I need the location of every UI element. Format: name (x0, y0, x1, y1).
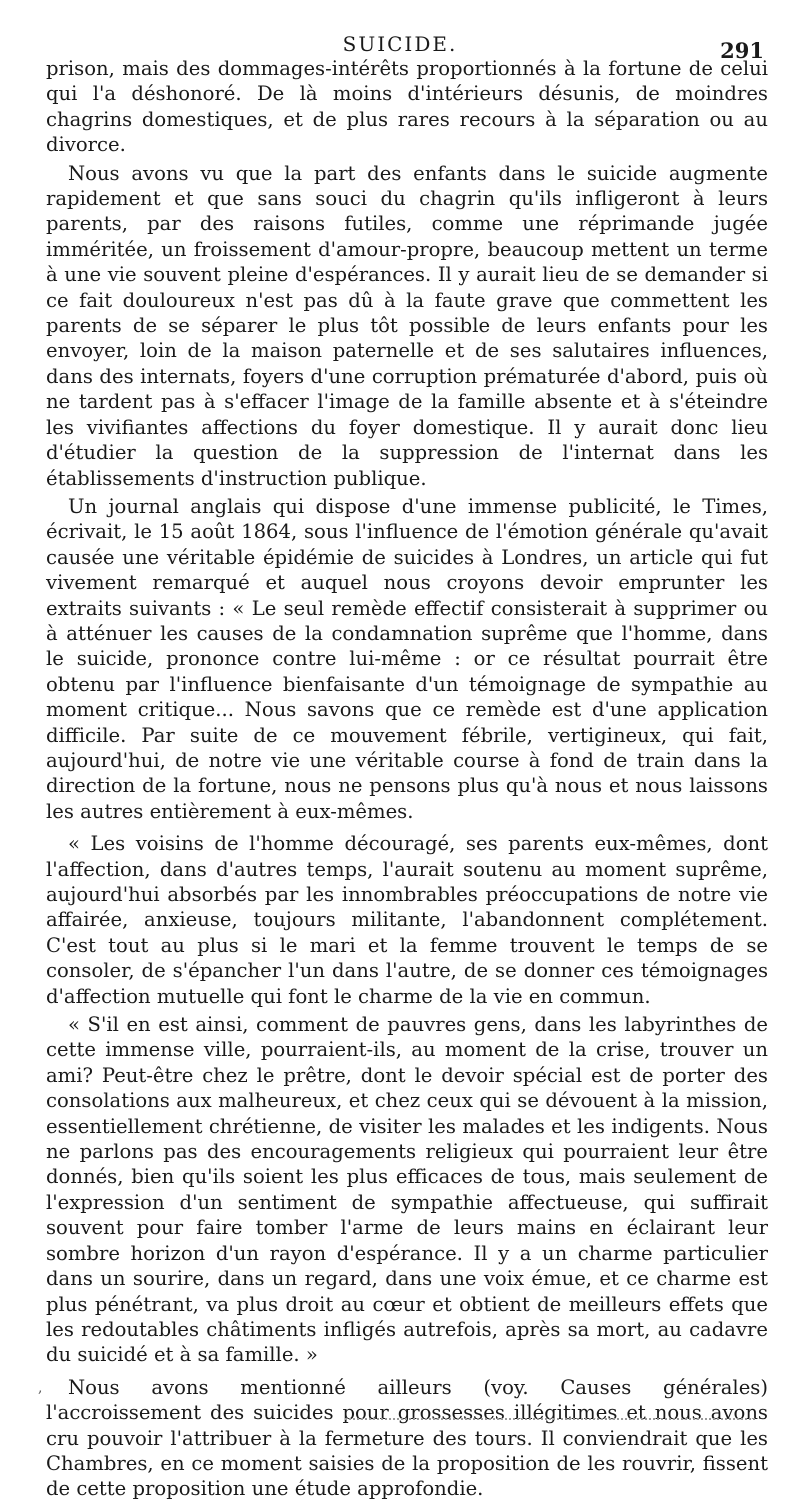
running-title: SUICIDE. (342, 32, 458, 56)
paragraph-quote-neighbors: « Les voisins de l'homme découragé, ses parents eux-mêmes, dont l'affection, dans d'autres temps, l'aurait soutenu au moment suprême, aujourd'hui absorbés par les innombrables préoccupations de notre vie affairée, anxieuse, toujours militante, l'abandonnent complétement. C'est tout au plus si le mari et la femme trouvent le temps de se consoler, de s'épancher l'un dans l'autre, de se donner ces témoignages d'affection mutuelle qui font le charme de la vie en commun. (46, 832, 768, 1008)
paragraph-children-suicide: Nous avons vu que la part des enfants dans le suicide augmente rapidement et que sans souci du chagrin qu'ils infligeront à leurs parents, par des raisons futiles, comme une réprimande jugée imméritée, un froissement d'amour-propre, beaucoup mettent un terme à une vie souvent pleine d'espérances. Il y aurait lieu de se demander si ce fait douloureux n'est pas dû à la faute grave que commettent les parents de se séparer le plus tôt possible de leurs enfants pour les envoyer, loin de la maison paternelle et de ses salutaires influences, dans des internats, foyers d'une corruption prématurée d'abord, puis où ne tardent pas à s'effacer l'image de la famille absente et à s'éteindre les vivifiantes affections du foyer domestique. Il y aurait donc lieu d'étudier la question de la suppression de l'internat dans les établissements d'instruction publique. (46, 161, 768, 490)
running-head (0, 28, 800, 63)
body-text (46, 56, 768, 1502)
paragraph-times-article: Un journal anglais qui dispose d'une immense publicité, le Times, écrivait, le 15 août 1864, sous l'influence de l'émotion générale qu'avait causée une véritable épidémie de suicides à Londres, un article qui fut vivement remarqué et auquel nous croyons devoir emprunter les extraits suivants : « Le seul remède effectif consisterait à supprimer ou à atténuer les causes de la condamnation suprême que l'homme, dans le suicide, prononce contre lui-même : or ce résultat pourrait être obtenu par l'influence bienfaisante d'un témoignage de sympathie au moment critique... Nous savons que ce remède est d'une application difficile. Par suite de ce mouvement fébrile, vertigineux, qui fait, aujourd'hui, de notre vie une véritable course à fond de train dans la direction de la fortune, nous ne pensons plus qu'à nous et nous laissons les autres entièrement à eux-mêmes. (46, 494, 768, 823)
paragraph-illegitimate-pregnancies: Nous avons mentionné ailleurs (voy. Causes générales) l'accroissement des suicides pour grossesses illégitimes et nous avons cru pouvoir l'attribuer à la fermeture des tours. Il conviendrait que les Chambres, en ce moment saisies de la proposition de les rouvrir, fissent de cette proposition une étude approfondie. (46, 1375, 768, 1501)
bottom-dotted-rule (345, 1418, 755, 1420)
paragraph-continuation: prison, mais des dommages-intérêts proportionnés à la fortune de celui qui l'a déshonoré. De là moins d'intérieurs désunis, de moindres chagrins domestiques, et de plus rares recours à la séparation ou au divorce. (46, 57, 768, 157)
paragraph-quote-poor-people: « S'il en est ainsi, comment de pauvres gens, dans les labyrinthes de cette immense ville, pourraient-ils, au moment de la crise, trouver un ami? Peut-être chez le prêtre, dont le devoir spécial est de porter des consolations aux malheureux, et chez ceux qui se dévouent à la mission, essentiellement chrétienne, de visiter les malades et les indigents. Nous ne parlons pas des encouragements religieux qui pourraient leur être donnés, bien qu'ils soient les plus efficaces de tous, mais seulement de l'expression d'un sentiment de sympathie affectueuse, qui suffirait souvent pour faire tomber l'arme de leurs mains en éclairant leur sombre horizon d'un rayon d'espérance. Il y a un charme particulier dans un sourire, dans un regard, dans une voix émue, et ce charme est plus pénétrant, va plus droit au cœur et obtient de meilleurs effets que les redoutables châtiments infligés autrefois, après sa mort, au cadavre du suicidé et à sa famille. » (46, 1013, 768, 1367)
page-number: 291 (720, 38, 764, 63)
print-speck: , (38, 1380, 43, 1396)
